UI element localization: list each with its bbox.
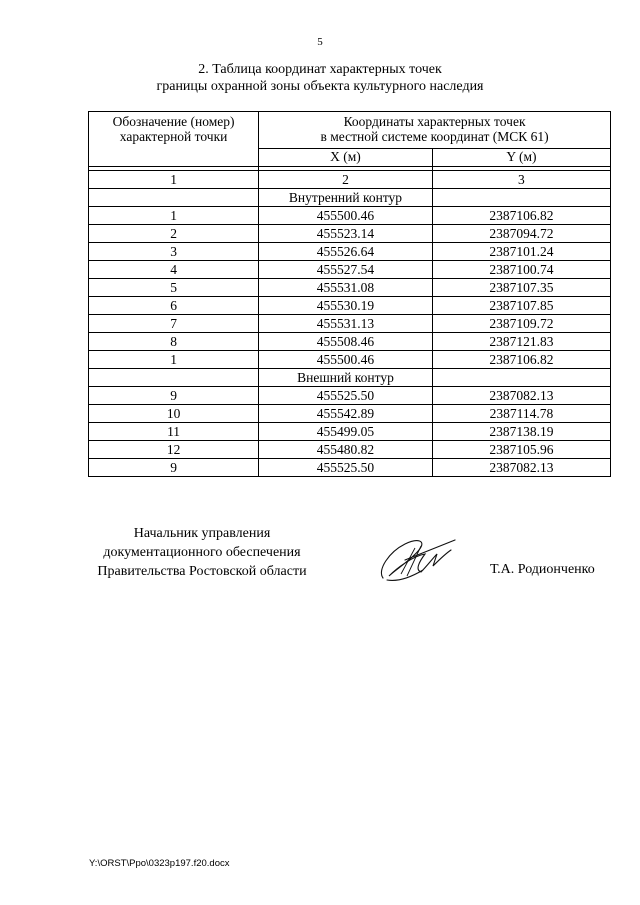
y-coordinate-cell: 2387109.72: [432, 315, 610, 333]
y-coordinate-cell: 2387094.72: [432, 225, 610, 243]
table-row: [89, 351, 611, 369]
file-path-footer: Y:\ORST\Ppo\0323p197.f20.docx: [89, 858, 230, 869]
point-number-cell: 6: [89, 297, 259, 315]
empty-cell: [432, 189, 610, 207]
empty-cell: [89, 369, 259, 387]
point-number-cell: 11: [89, 423, 259, 441]
header-y: Y (м): [432, 149, 610, 167]
header-coords-line-2: в местной системе координат (МСК 61): [320, 129, 549, 144]
table-row: [89, 405, 611, 423]
table-row: [89, 423, 611, 441]
y-coordinate-cell: 2387106.82: [432, 351, 610, 369]
y-coordinate-cell: 2387121.83: [432, 333, 610, 351]
y-coordinate-cell: 2387082.13: [432, 459, 610, 477]
header-point-line-2: характерной точки: [119, 129, 228, 144]
x-coordinate-cell: 455530.19: [259, 297, 433, 315]
title-line-1: 2. Таблица координат характерных точек: [198, 62, 442, 77]
table-row: [89, 261, 611, 279]
y-coordinate-cell: 2387105.96: [432, 441, 610, 459]
signature-line-2: документационного обеспечения: [103, 545, 301, 560]
point-number-cell: 9: [89, 459, 259, 477]
x-coordinate-cell: 455508.46: [259, 333, 433, 351]
x-coordinate-cell: 455480.82: [259, 441, 433, 459]
column-number-1: 1: [89, 171, 259, 189]
x-coordinate-cell: 455500.46: [259, 351, 433, 369]
page-number: 5: [317, 36, 323, 48]
coordinates-table: [88, 111, 611, 477]
column-number-row: [89, 171, 611, 189]
x-coordinate-cell: 455499.05: [259, 423, 433, 441]
x-coordinate-cell: 455531.08: [259, 279, 433, 297]
table-row: [89, 297, 611, 315]
y-coordinate-cell: 2387114.78: [432, 405, 610, 423]
x-coordinate-cell: 455500.46: [259, 207, 433, 225]
inner-contour-row: [89, 189, 611, 207]
x-coordinate-cell: 455542.89: [259, 405, 433, 423]
point-number-cell: 7: [89, 315, 259, 333]
table-row: [89, 315, 611, 333]
table-row: [89, 459, 611, 477]
document-title: [0, 61, 640, 95]
x-coordinate-cell: 455525.50: [259, 459, 433, 477]
header-row: [89, 112, 611, 149]
table-header: [89, 112, 611, 189]
outer-contour-row: [89, 369, 611, 387]
inner-contour-label: Внутренний контур: [259, 189, 433, 207]
column-number-3: 3: [432, 171, 610, 189]
x-coordinate-cell: 455523.14: [259, 225, 433, 243]
outer-contour-label: Внешний контур: [259, 369, 433, 387]
table-row: [89, 243, 611, 261]
signature-line-3: Правительства Ростовской области: [97, 564, 307, 579]
empty-cell: [89, 189, 259, 207]
empty-cell: [432, 369, 610, 387]
header-point-line-1: Обозначение (номер): [112, 114, 235, 129]
point-number-cell: 9: [89, 387, 259, 405]
header-coordinates: [259, 112, 611, 149]
y-coordinate-cell: 2387138.19: [432, 423, 610, 441]
point-number-cell: 10: [89, 405, 259, 423]
signatory-name: Т.А. Родионченко: [490, 562, 595, 577]
x-coordinate-cell: 455527.54: [259, 261, 433, 279]
point-number-cell: 1: [89, 207, 259, 225]
table-row: [89, 333, 611, 351]
y-coordinate-cell: 2387101.24: [432, 243, 610, 261]
point-number-cell: 2: [89, 225, 259, 243]
point-number-cell: 1: [89, 351, 259, 369]
y-coordinate-cell: 2387100.74: [432, 261, 610, 279]
signature-line-1: Начальник управления: [133, 526, 271, 541]
point-number-cell: 8: [89, 333, 259, 351]
column-number-2: 2: [259, 171, 433, 189]
y-coordinate-cell: 2387082.13: [432, 387, 610, 405]
table-body: [89, 189, 611, 477]
table-row: [89, 387, 611, 405]
title-line-2: границы охранной зоны объекта культурного наследия: [156, 79, 484, 94]
x-coordinate-cell: 455526.64: [259, 243, 433, 261]
x-coordinate-cell: 455525.50: [259, 387, 433, 405]
handwritten-signature: [375, 530, 467, 591]
table-row: [89, 279, 611, 297]
point-number-cell: 12: [89, 441, 259, 459]
header-point-designation: [89, 112, 259, 167]
table-row: [89, 441, 611, 459]
header-coords-line-1: Координаты характерных точек: [343, 114, 526, 129]
y-coordinate-cell: 2387107.35: [432, 279, 610, 297]
table-row: [89, 207, 611, 225]
header-x: X (м): [259, 149, 433, 167]
y-coordinate-cell: 2387107.85: [432, 297, 610, 315]
point-number-cell: 4: [89, 261, 259, 279]
point-number-cell: 3: [89, 243, 259, 261]
point-number-cell: 5: [89, 279, 259, 297]
x-coordinate-cell: 455531.13: [259, 315, 433, 333]
signature-position: [88, 524, 316, 581]
y-coordinate-cell: 2387106.82: [432, 207, 610, 225]
table-row: [89, 225, 611, 243]
